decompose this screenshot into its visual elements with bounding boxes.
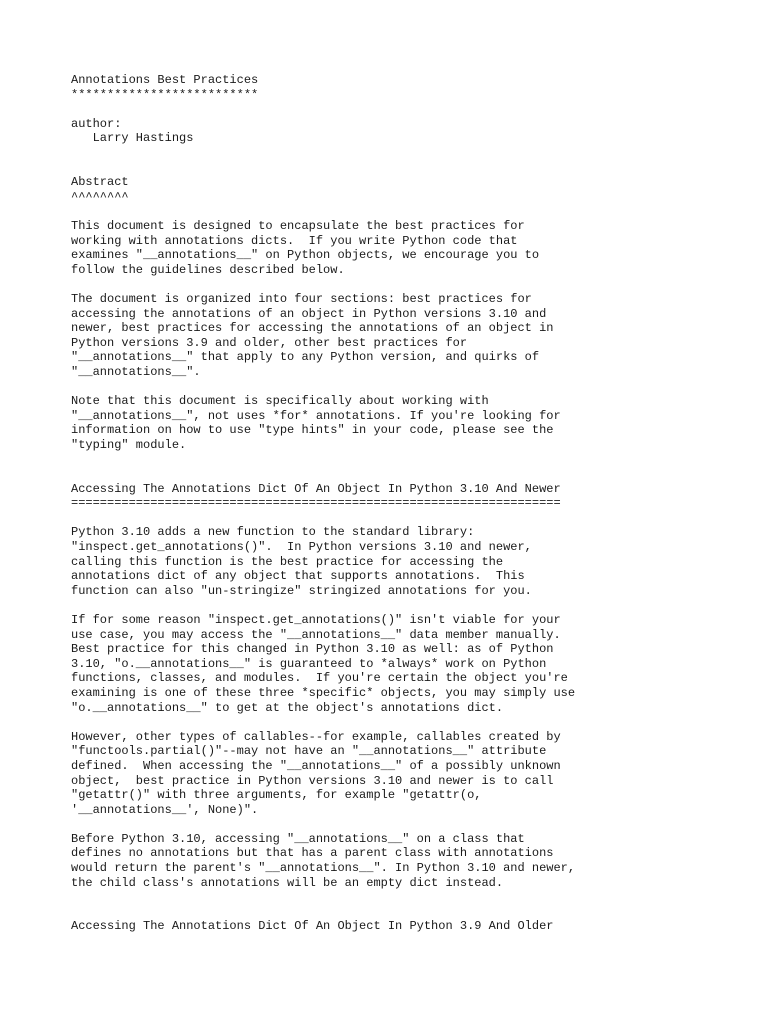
abstract-paragraph-3: Note that this document is specifically about working with "__annotations__", not uses *for* annotations. If you're looking for information on how to use "type hints" in your code, please see the "typing" module. — [71, 394, 561, 452]
document-title: Annotations Best Practices — [71, 73, 259, 87]
document-page — [71, 73, 731, 934]
author-label: author: — [71, 116, 122, 131]
section-310-paragraph-4: Before Python 3.10, accessing "__annotations__" on a class that defines no annotations but that has a parent class with annotations would return the parent's "__annotations__". In Python 3.10 and newer, the child class's annotations will be an empty dict instead. — [71, 831, 576, 890]
section-39-heading: Accessing The Annotations Dict Of An Object In Python 3.9 And Older — [71, 919, 554, 934]
section-310-paragraph-1: Python 3.10 adds a new function to the standard library: "inspect.get_annotations()". In Python versions 3.10 and newer, calling this function is the best practice for accessing the annotations dict of any object that supports annotations. This function can also "un-stringize" stringized annotations for you. — [71, 525, 532, 598]
section-310-paragraph-2: If for some reason "inspect.get_annotations()" isn't viable for your use case, you may access the "__annotations__" data member manually. Best practice for this changed in Python 3.10 as well: as of Python 3.10, "o.__annotations__" is guaranteed to *always* work on Python functions, classes, and modules. If you're certain the object you're examining is one of these three *specific* objects, you may simply use "o.__annotations__" to get at the object's annotations dict. — [71, 612, 576, 715]
title-underline: ************************** — [71, 87, 259, 102]
abstract-underline: ^^^^^^^^ — [71, 189, 129, 204]
author-name: Larry Hastings — [71, 131, 194, 146]
section-310-heading: Accessing The Annotations Dict Of An Object In Python 3.10 And Newer — [71, 481, 561, 496]
abstract-heading: Abstract — [71, 175, 129, 190]
abstract-paragraph-1: This document is designed to encapsulate the best practices for working with annotations dicts. If you write Python code that examines "__annotations__" on Python objects, we encourage you to follow the guidelines described below. — [71, 218, 540, 277]
abstract-paragraph-2: The document is organized into four sections: best practices for accessing the annotations of an object in Python versions 3.10 and newer, best practices for accessing the annotations of an object in Python versions 3.9 and older, other best practices for "__annotations__" that apply to any Python version, and quirks of "__annotations__". — [71, 291, 554, 379]
section-310-paragraph-3: However, other types of callables--for example, callables created by "functools.partial()"--may not have an "__annotations__" attribute defined. When accessing the "__annotations__" of a possibly unknown object, best practice in Python versions 3.10 and newer is to call "getattr()" with three arguments, for example "getattr(o, '__annotations__', None)". — [71, 729, 561, 817]
section-310-underline: ==================================================================== — [71, 496, 561, 511]
